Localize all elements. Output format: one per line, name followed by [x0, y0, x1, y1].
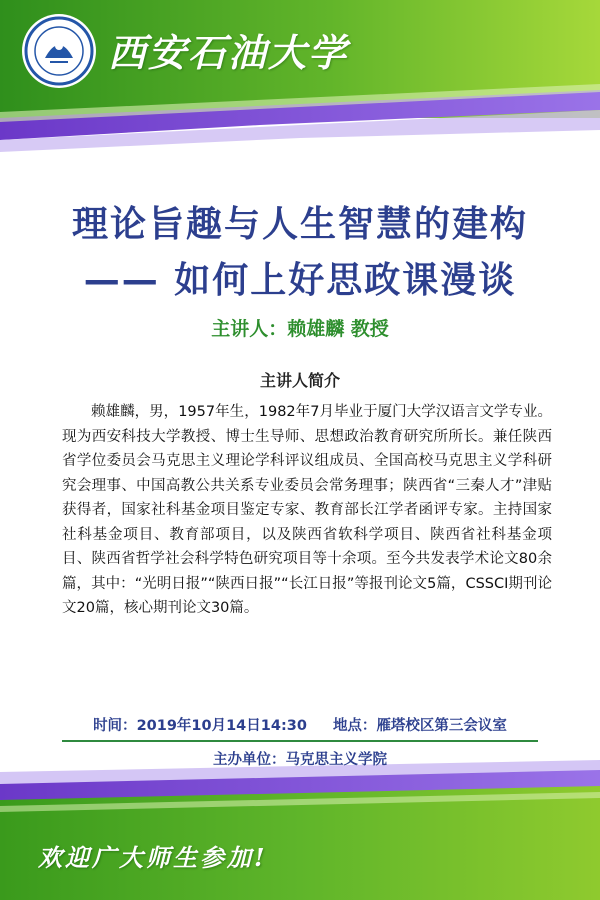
host-label: 主办单位：	[213, 752, 286, 768]
place-label: 地点：	[332, 718, 377, 734]
time-value: 2019年10月14日14:30	[136, 718, 307, 734]
host-line	[0, 748, 600, 769]
divider	[62, 740, 538, 742]
lecture-subtitle: —— 如何上好思政课漫谈	[83, 260, 517, 301]
university-logo	[20, 12, 98, 90]
place-value: 雁塔校区第三会议室	[376, 718, 507, 734]
time-label: 时间：	[93, 718, 137, 734]
speaker-line: 主讲人：赖雄麟 教授	[211, 318, 389, 340]
school-name: 西安石油大学	[108, 30, 349, 75]
lecture-title: 理论旨趣与人生智慧的建构	[71, 204, 528, 245]
host-value: 马克思主义学院	[285, 752, 387, 768]
welcome-message: 欢迎广大师生参加!	[38, 843, 268, 872]
bio-heading: 主讲人简介	[259, 371, 340, 390]
bio-text: 赖雄麟，男，1957年生，1982年7月毕业于厦门大学汉语言文学专业。现为西安科技大学教授、博士生导师、思想政治教育研究所所长。兼任陕西省学位委员会马克思主义理论学科评议组成员、全国高校马克思主义学科研究会理事、中国高教公共关系专业委员会常务理事；陕西省“三秦人才”津贴获得者，国家社科基金项目鉴定专家、教育部长江学者函评专家。主持国家社科基金项目、教育部项目，以及陕西省软科学项目、陕西省社科基金项目、陕西省哲学社会科学特色研究项目等十余项。至今共发表学术论文80余篇，其中：“光明日报”“陕西日报”“长江日报”等报刊论文5篇，CSSCI期刊论文20篇，核心期刊论文30篇。	[62, 404, 552, 616]
time-place-line	[0, 714, 600, 735]
